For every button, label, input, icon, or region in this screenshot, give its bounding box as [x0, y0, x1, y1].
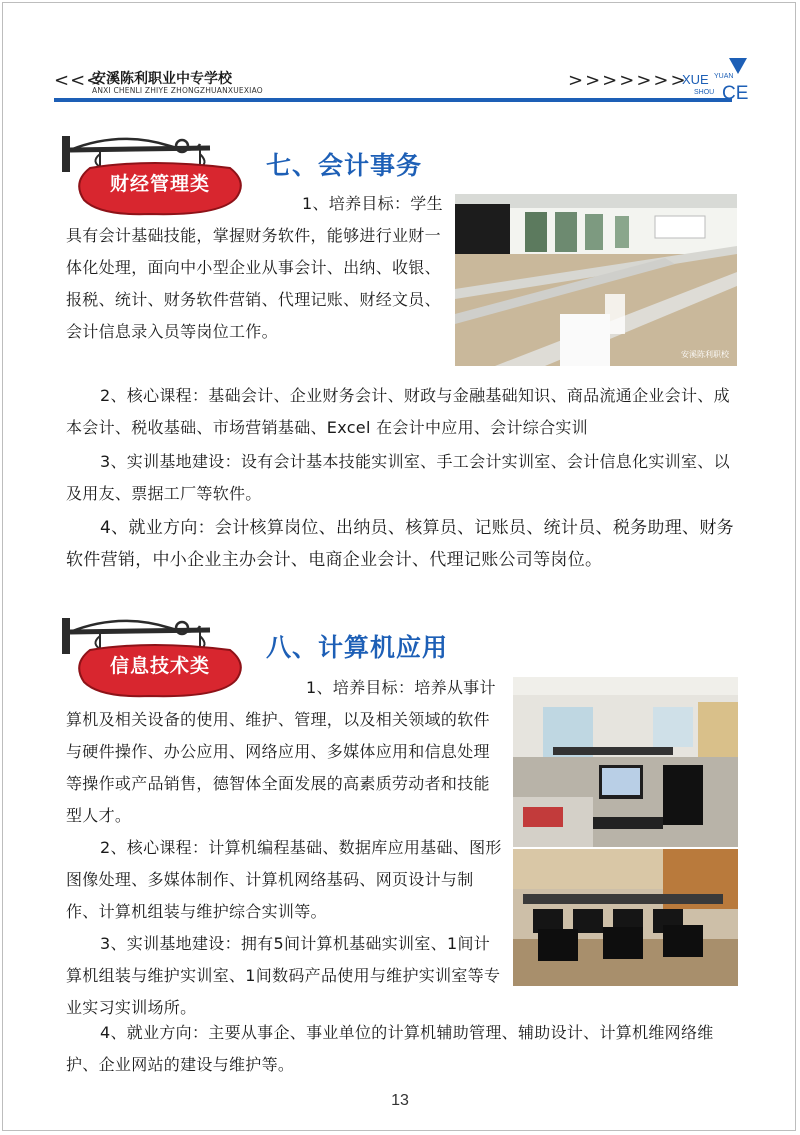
paragraph-goal: 1、培养目标：学生具有会计基础技能，掌握财务软件，能够进行业财一体化处理，面向中小型企业从事会计、出纳、收银、报税、统计、财务软件营销、代理记账、财经文员、会计信息录入员等岗位工作。 — [66, 194, 443, 341]
section-paragraphs — [66, 380, 741, 576]
section-paragraph — [66, 188, 450, 348]
logo-shou: SHOU — [694, 89, 715, 96]
section-paragraphs — [66, 1017, 741, 1081]
paragraph-employment: 4、就业方向：主要从事企、事业单位的计算机辅助管理、辅助设计、计算机维网络维护、企业网站的建设与维护等。 — [66, 1023, 714, 1074]
category-label: 财经管理类 — [109, 173, 210, 195]
paragraph-courses: 2、核心课程：基础会计、企业财务会计、财政与金融基础知识、商品流通企业会计、成本会计、税收基础、市场营销基础、Excel 在会计中应用、会计综合实训 — [66, 386, 730, 437]
paragraph-employment: 4、就业方向：会计核算岗位、出纳员、核算员、记账员、统计员、税务助理、财务软件营销，中小企业主办会计、电商企业会计、代理记账公司等岗位。 — [66, 518, 734, 570]
logo-xue: XUE — [682, 72, 709, 87]
section-title: 八、计算机应用 — [266, 633, 449, 662]
section-paragraph — [66, 672, 506, 1024]
paragraph-goal: 1、培养目标：培养从事计算机及相关设备的使用、维护、管理，以及相关领域的软件与硬件操作、办公应用、网络应用、多媒体应用和信息处理等操作或产品销售，德智体全面发展的高素质劳动者和技能型人才。 — [66, 678, 496, 825]
computer-lab-photo-2 — [513, 849, 738, 986]
header-rule — [54, 98, 732, 102]
header-left-arrows: <<< — [54, 70, 103, 91]
section-title: 七、会计事务 — [266, 151, 423, 180]
page-number: 13 — [391, 1092, 409, 1109]
category-label: 信息技术类 — [109, 655, 210, 677]
school-name-en: ANXI CHENLI ZHIYE ZHONGZHUANXUEXIAO — [92, 86, 263, 95]
logo-yuan: YUAN — [714, 73, 734, 80]
school-name: 安溪陈利职业中专学校 — [92, 71, 232, 87]
accounting-lab-photo — [455, 194, 737, 366]
computer-lab-photo-1 — [513, 677, 738, 847]
paragraph-facilities: 3、实训基地建设：拥有5间计算机基础实训室、1间计算机组装与维护实训室、1间数码产品使用与维护实训室等专业实习实训场所。 — [66, 934, 501, 1017]
paragraph-courses: 2、核心课程：计算机编程基础、数据库应用基础、图形图像处理、多媒体制作、计算机网络基码、网页设计与制作、计算机组装与维护综合实训等。 — [66, 838, 502, 921]
logo-ce: CE — [722, 83, 749, 104]
paragraph-facilities: 3、实训基地建设：设有会计基本技能实训室、手工会计实训室、会计信息化实训室、以及用友、票据工厂等软件。 — [66, 452, 730, 503]
header-right-arrows: >>>>>>> — [568, 70, 688, 91]
photo-watermark: 安溪陈利职校 — [681, 350, 729, 359]
logo-triangle-icon — [729, 58, 747, 74]
